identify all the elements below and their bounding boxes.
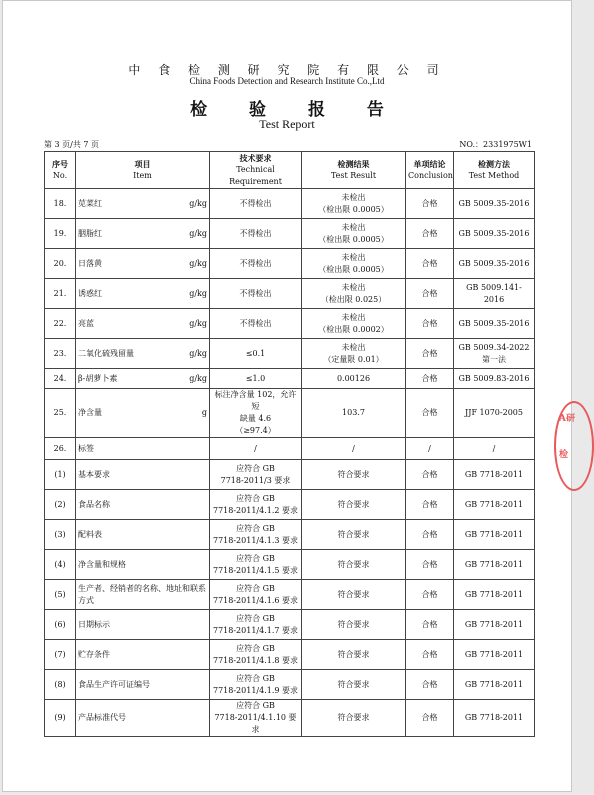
row-result: 符合要求 bbox=[302, 550, 406, 580]
row-number: (1) bbox=[45, 460, 76, 490]
item-unit: g/kg bbox=[189, 318, 207, 328]
header-item: 项目 Item bbox=[76, 152, 210, 189]
row-conclusion: 合格 bbox=[406, 389, 454, 438]
item-name: 净含量和规格 bbox=[78, 559, 126, 569]
row-number: (9) bbox=[45, 700, 76, 737]
item-name: 配料表 bbox=[78, 529, 102, 539]
row-conclusion: 合格 bbox=[406, 460, 454, 490]
row-result: 符合要求 bbox=[302, 610, 406, 640]
row-requirement: 应符合 GB 7718-2011/4.1.5 要求 bbox=[210, 550, 302, 580]
header-result: 检测结果 Test Result bbox=[302, 152, 406, 189]
row-requirement: 不得检出 bbox=[210, 219, 302, 249]
item-name: 日期标示 bbox=[78, 619, 110, 629]
row-number: (3) bbox=[45, 520, 76, 550]
row-item bbox=[76, 369, 210, 389]
row-number: (5) bbox=[45, 580, 76, 610]
item-name: 贮存条件 bbox=[78, 649, 110, 659]
row-conclusion: 合格 bbox=[406, 520, 454, 550]
row-requirement: 应符合 GB 7718-2011/4.1.7 要求 bbox=[210, 610, 302, 640]
row-item bbox=[76, 279, 210, 309]
row-conclusion: 合格 bbox=[406, 580, 454, 610]
row-number: 24. bbox=[45, 369, 76, 389]
row-conclusion: 合格 bbox=[406, 550, 454, 580]
header-requirement: 技术要求 Technical Requirement bbox=[210, 152, 302, 189]
row-item bbox=[76, 490, 210, 520]
header-method: 检测方法 Test Method bbox=[454, 152, 535, 189]
company-name-en: China Foods Detection and Research Institute Co.,Ltd bbox=[189, 76, 385, 86]
table-row bbox=[45, 640, 535, 670]
row-conclusion: 合格 bbox=[406, 339, 454, 369]
report-number: NO.：2331975W1 bbox=[459, 140, 532, 149]
row-method: GB 5009.141-2016 bbox=[454, 279, 535, 309]
row-requirement: / bbox=[210, 438, 302, 460]
row-conclusion: 合格 bbox=[406, 369, 454, 389]
row-requirement: 应符合 GB 7718-2011/4.1.9 要求 bbox=[210, 670, 302, 700]
row-requirement: 应符合 GB 7718-2011/4.1.8 要求 bbox=[210, 640, 302, 670]
row-conclusion: 合格 bbox=[406, 640, 454, 670]
item-name: 净含量 bbox=[78, 408, 102, 417]
row-item bbox=[76, 189, 210, 219]
row-method: JJF 1070-2005 bbox=[454, 389, 535, 438]
row-result: / bbox=[302, 438, 406, 460]
row-item bbox=[76, 249, 210, 279]
test-results-table bbox=[44, 151, 535, 737]
table-row bbox=[45, 249, 535, 279]
item-name: 二氧化硫残留量 bbox=[78, 348, 134, 358]
row-method: GB 5009.35-2016 bbox=[454, 189, 535, 219]
item-unit: g/kg bbox=[189, 288, 207, 298]
row-number: 25. bbox=[45, 389, 76, 438]
row-result: 符合要求 bbox=[302, 670, 406, 700]
row-requirement: 不得检出 bbox=[210, 249, 302, 279]
row-method: GB 5009.83-2016 bbox=[454, 369, 535, 389]
item-unit: g/kg bbox=[189, 348, 207, 358]
row-item bbox=[76, 438, 210, 460]
table-row bbox=[45, 279, 535, 309]
item-name: 基本要求 bbox=[78, 469, 110, 479]
row-number: (8) bbox=[45, 670, 76, 700]
table-row bbox=[45, 610, 535, 640]
row-result: 符合要求 bbox=[302, 490, 406, 520]
row-number: 26. bbox=[45, 438, 76, 460]
table-row bbox=[45, 219, 535, 249]
item-unit: g/kg bbox=[189, 258, 207, 268]
row-conclusion: 合格 bbox=[406, 309, 454, 339]
item-name: 生产者、经销者的名称、地址和联系方式 bbox=[78, 583, 206, 605]
item-unit: g/kg bbox=[189, 373, 207, 383]
row-requirement: ≤1.0 bbox=[210, 369, 302, 389]
row-method: GB 7718-2011 bbox=[454, 700, 535, 737]
row-requirement: 不得检出 bbox=[210, 279, 302, 309]
row-number: 19. bbox=[45, 219, 76, 249]
row-method: GB 7718-2011 bbox=[454, 460, 535, 490]
row-result: 符合要求 bbox=[302, 700, 406, 737]
table-row bbox=[45, 670, 535, 700]
row-number: (7) bbox=[45, 640, 76, 670]
row-conclusion: / bbox=[406, 438, 454, 460]
item-name: 产品标准代号 bbox=[78, 713, 126, 722]
table-row bbox=[45, 369, 535, 389]
row-conclusion: 合格 bbox=[406, 219, 454, 249]
row-number: (6) bbox=[45, 610, 76, 640]
report-page bbox=[2, 0, 575, 792]
row-result: 未检出 （检出限 0.0005） bbox=[302, 219, 406, 249]
table-row bbox=[45, 438, 535, 460]
row-conclusion: 合格 bbox=[406, 279, 454, 309]
row-requirement: 不得检出 bbox=[210, 189, 302, 219]
row-method: GB 7718-2011 bbox=[454, 550, 535, 580]
table-row bbox=[45, 460, 535, 490]
row-requirement: ≤0.1 bbox=[210, 339, 302, 369]
row-conclusion: 合格 bbox=[406, 700, 454, 737]
row-item bbox=[76, 219, 210, 249]
item-unit: g/kg bbox=[189, 228, 207, 238]
row-requirement: 不得检出 bbox=[210, 309, 302, 339]
row-number: 22. bbox=[45, 309, 76, 339]
row-conclusion: 合格 bbox=[406, 670, 454, 700]
row-result: 符合要求 bbox=[302, 640, 406, 670]
row-requirement: 应符合 GB 7718-2011/4.1.3 要求 bbox=[210, 520, 302, 550]
row-conclusion: 合格 bbox=[406, 189, 454, 219]
table-row bbox=[45, 189, 535, 219]
item-name: 食品生产许可证编号 bbox=[78, 679, 150, 689]
row-method: GB 5009.35-2016 bbox=[454, 219, 535, 249]
table-row bbox=[45, 309, 535, 339]
item-name: 胭脂红 bbox=[78, 228, 102, 238]
table-row bbox=[45, 580, 535, 610]
row-number: 21. bbox=[45, 279, 76, 309]
row-number: (4) bbox=[45, 550, 76, 580]
table-row bbox=[45, 389, 535, 438]
row-method: GB 7718-2011 bbox=[454, 640, 535, 670]
table-row bbox=[45, 700, 535, 737]
row-requirement: 应符合 GB 7718-2011/4.1.6 要求 bbox=[210, 580, 302, 610]
row-number: 18. bbox=[45, 189, 76, 219]
row-conclusion: 合格 bbox=[406, 610, 454, 640]
table-row bbox=[45, 339, 535, 369]
item-unit: g/kg bbox=[189, 198, 207, 208]
row-item bbox=[76, 670, 210, 700]
row-item bbox=[76, 309, 210, 339]
item-name: 食品名称 bbox=[78, 499, 110, 509]
report-title-cn: 检 验 报 告 bbox=[190, 100, 402, 120]
row-method: GB 5009.35-2016 bbox=[454, 249, 535, 279]
row-result: 符合要求 bbox=[302, 520, 406, 550]
item-name: 亮蓝 bbox=[78, 318, 94, 328]
header-conclusion: 单项结论 Conclusion bbox=[406, 152, 454, 189]
row-method: GB 7718-2011 bbox=[454, 580, 535, 610]
row-requirement: 应符合 GB 7718-2011/4.1.10 要求 bbox=[210, 700, 302, 737]
row-method: / bbox=[454, 438, 535, 460]
row-method: GB 7718-2011 bbox=[454, 520, 535, 550]
row-requirement: 标注净含量 102，允许短 缺量 4.6 （≥97.4） bbox=[210, 389, 302, 438]
row-requirement: 应符合 GB 7718-2011/3 要求 bbox=[210, 460, 302, 490]
company-name-cn: 中 食 检 测 研 究 院 有 限 公 司 bbox=[128, 63, 446, 77]
row-item bbox=[76, 580, 210, 610]
row-result: 未检出 （检出限 0.0002） bbox=[302, 309, 406, 339]
row-result: 未检出 （检出限 0.025） bbox=[302, 279, 406, 309]
row-number: (2) bbox=[45, 490, 76, 520]
report-title-en: Test Report bbox=[259, 117, 315, 131]
row-item bbox=[76, 700, 210, 737]
table-header-row bbox=[45, 152, 535, 189]
row-result: 未检出 （定量限 0.01） bbox=[302, 339, 406, 369]
item-name: 标签 bbox=[78, 443, 94, 453]
row-method: GB 7718-2011 bbox=[454, 490, 535, 520]
row-item bbox=[76, 550, 210, 580]
row-item bbox=[76, 460, 210, 490]
row-result: 符合要求 bbox=[302, 580, 406, 610]
row-item bbox=[76, 640, 210, 670]
row-result: 103.7 bbox=[302, 389, 406, 438]
item-name: β-胡萝卜素 bbox=[78, 373, 118, 383]
page-number: 第 3 页/共 7 页 bbox=[44, 140, 100, 149]
item-name: 诱惑红 bbox=[78, 288, 102, 298]
item-unit: g bbox=[201, 408, 207, 417]
table-row bbox=[45, 490, 535, 520]
row-item bbox=[76, 339, 210, 369]
row-item bbox=[76, 610, 210, 640]
row-method: GB 5009.35-2016 bbox=[454, 309, 535, 339]
item-name: 苋菜红 bbox=[78, 198, 102, 208]
table-body bbox=[45, 189, 535, 737]
table-row bbox=[45, 520, 535, 550]
row-requirement: 应符合 GB 7718-2011/4.1.2 要求 bbox=[210, 490, 302, 520]
row-number: 20. bbox=[45, 249, 76, 279]
red-seal-stamp: A研 检 bbox=[554, 401, 594, 491]
row-result: 符合要求 bbox=[302, 460, 406, 490]
item-name: 日落黄 bbox=[78, 258, 102, 268]
row-conclusion: 合格 bbox=[406, 249, 454, 279]
row-item bbox=[76, 520, 210, 550]
row-method: GB 7718-2011 bbox=[454, 670, 535, 700]
row-number: 23. bbox=[45, 339, 76, 369]
row-result: 未检出 （检出限 0.0005） bbox=[302, 189, 406, 219]
row-method: GB 7718-2011 bbox=[454, 610, 535, 640]
row-conclusion: 合格 bbox=[406, 490, 454, 520]
header-no: 序号 No. bbox=[45, 152, 76, 189]
table-row bbox=[45, 550, 535, 580]
row-item bbox=[76, 389, 210, 438]
row-result: 未检出 （检出限 0.0005） bbox=[302, 249, 406, 279]
row-result: 0.00126 bbox=[302, 369, 406, 389]
row-method: GB 5009.34-2022 第一法 bbox=[454, 339, 535, 369]
